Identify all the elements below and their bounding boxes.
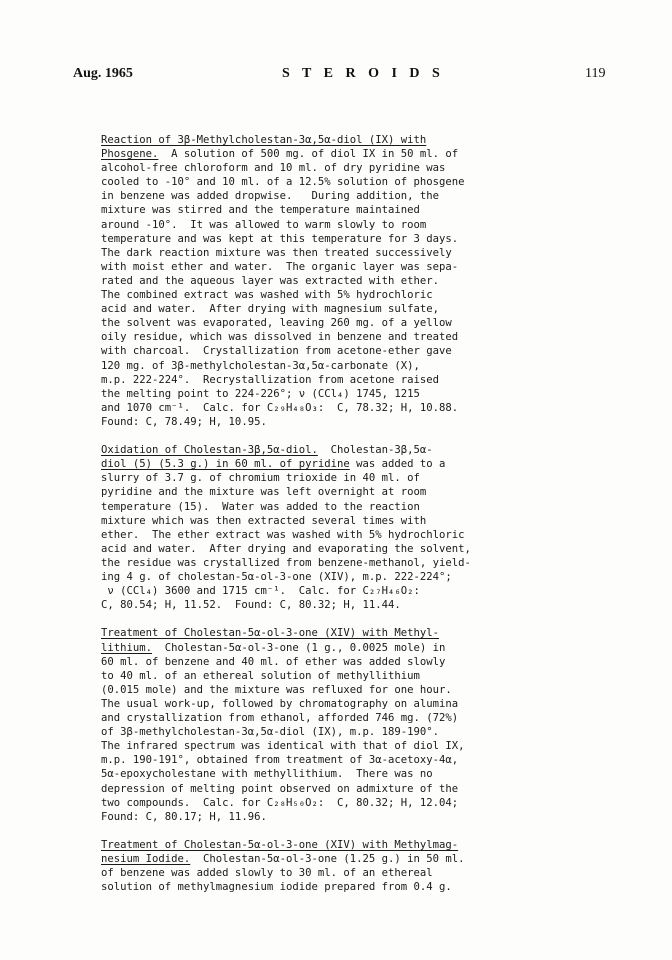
line-text: ν (CCl₄) 3600 and 1715 cm⁻¹. Calc. for C₂₇H₄₆O₂: — [101, 585, 420, 598]
text-line — [101, 288, 601, 302]
line-text: of benzene was added slowly to 30 ml. of an ethereal — [101, 867, 433, 880]
text-line — [101, 641, 601, 655]
line-text: two compounds. Calc. for C₂₈H₅₀O₂: C, 80.32; H, 12.04; — [101, 796, 459, 809]
line-text: A solution of 500 mg. of diol IX in 50 ml. of — [158, 148, 459, 161]
line-text: Cholestan-3β,5α- — [317, 444, 433, 457]
text-line — [101, 147, 601, 161]
text-line — [101, 866, 601, 880]
line-text: and crystallization from ethanol, afforded 746 mg. (72%) — [101, 712, 459, 725]
text-line — [101, 316, 601, 330]
text-line — [101, 626, 601, 640]
line-text: cooled to -10° and 10 ml. of a 12.5% solution of phosgene — [101, 176, 465, 189]
text-line — [101, 246, 601, 260]
line-text: in benzene was added dropwise. During addition, the — [101, 190, 440, 203]
underlined-heading: Reaction of 3β-Methylcholestan-3α,5α-diol (IX) with — [101, 134, 427, 146]
text-line — [101, 133, 601, 147]
line-text: m.p. 190-191°, obtained from treatment of 3α-acetoxy-4α, — [101, 754, 459, 767]
line-text: The dark reaction mixture was then treated successively — [101, 246, 452, 259]
text-line — [101, 598, 601, 612]
underlined-heading: diol (5) (5.3 g.) in 60 ml. of pyridine — [101, 458, 350, 471]
line-text: Found: C, 80.17; H, 11.96. — [101, 810, 267, 823]
line-text: was added to a — [349, 458, 446, 471]
text-line — [101, 767, 601, 781]
text-line — [101, 852, 601, 866]
line-text: the residue was crystallized from benzene-methanol, yield- — [101, 556, 471, 569]
text-line — [101, 443, 601, 457]
line-text: ing 4 g. of cholestan-5α-ol-3-one (XIV), m.p. 222-224°; — [101, 571, 452, 583]
line-text: with moist ether and water. The organic layer was sepa- — [101, 260, 459, 273]
line-text: around -10°. It was allowed to warm slowly to room — [101, 218, 427, 231]
text-line — [101, 189, 601, 203]
text-line — [101, 175, 601, 189]
line-text: depression of melting point observed on admixture of the — [101, 782, 459, 795]
line-text: C, 80.54; H, 11.52. Found: C, 80.32; H, 11.44. — [101, 599, 401, 612]
text-line — [101, 697, 601, 711]
text-line — [101, 796, 601, 810]
text-line — [101, 556, 601, 570]
text-line — [101, 669, 601, 683]
line-text: Cholestan-5α-ol-3-one (1.25 g.) in 50 ml. — [190, 853, 465, 866]
text-line — [101, 570, 601, 584]
line-text: rated and the aqueous layer was extracted with ether. — [101, 274, 440, 287]
line-text: (0.015 mole) and the mixture was refluxed for one hour. — [101, 683, 452, 696]
text-line — [101, 683, 601, 697]
line-text: solution of methylmagnesium iodide prepared from 0.4 g. — [101, 881, 452, 894]
paragraph — [101, 443, 601, 612]
line-text: of 3β-methylcholestan-3α,5α-diol (IX), m.p. 189-190°. — [101, 726, 440, 739]
paragraph — [101, 626, 601, 823]
text-line — [101, 218, 601, 232]
text-line — [101, 725, 601, 739]
text-line — [101, 359, 601, 373]
line-text: m.p. 222-224°. Recrystallization from acetone raised — [101, 373, 440, 386]
text-line — [101, 161, 601, 175]
article-body — [101, 133, 601, 909]
text-line — [101, 232, 601, 246]
line-text: 60 ml. of benzene and 40 ml. of ether was added slowly — [101, 655, 446, 668]
line-text: acid and water. After drying and evaporating the solvent, — [101, 542, 471, 555]
underlined-heading: lithium. — [101, 641, 153, 654]
text-line — [101, 387, 601, 401]
text-line — [101, 838, 601, 852]
line-text: ether. The ether extract was washed with 5% hydrochloric — [101, 528, 465, 541]
text-line — [101, 274, 601, 288]
text-line — [101, 373, 601, 387]
paragraph — [101, 133, 601, 429]
text-line — [101, 782, 601, 796]
line-text: temperature and was kept at this temperature for 3 days. — [101, 232, 459, 245]
line-text: oily residue, which was dissolved in benzene and treated — [101, 331, 459, 344]
text-line — [101, 330, 601, 344]
text-line — [101, 739, 601, 753]
text-line — [101, 655, 601, 669]
text-line — [101, 810, 601, 824]
line-text: temperature (15). Water was added to the reaction — [101, 500, 420, 513]
line-text: Found: C, 78.49; H, 10.95. — [101, 415, 267, 428]
line-text: to 40 ml. of an ethereal solution of methyllithium — [101, 669, 420, 682]
header-journal-title: S T E R O I D S — [282, 66, 445, 81]
line-text: the melting point to 224-226°; ν (CCl₄) 1745, 1215 — [101, 387, 420, 400]
line-text: slurry of 3.7 g. of chromium trioxide in 40 ml. of — [101, 472, 420, 485]
line-text: mixture which was then extracted several times with — [101, 514, 427, 527]
text-line — [101, 471, 601, 485]
line-text: pyridine and the mixture was left overnight at room — [101, 486, 427, 499]
text-line — [101, 485, 601, 499]
line-text: mixture was stirred and the temperature maintained — [101, 204, 420, 217]
text-line — [101, 260, 601, 274]
line-text: The infrared spectrum was identical with that of diol IX, — [101, 740, 465, 753]
text-line — [101, 584, 601, 598]
text-line — [101, 514, 601, 528]
text-line — [101, 302, 601, 316]
text-line — [101, 344, 601, 358]
underlined-heading: Treatment of Cholestan-5α-ol-3-one (XIV) with Methyl- — [101, 627, 440, 640]
line-text: the solvent was evaporated, leaving 260 mg. of a yellow — [101, 317, 452, 330]
text-line — [101, 457, 601, 471]
text-line — [101, 500, 601, 514]
line-text: The combined extract was washed with 5% hydrochloric — [101, 289, 433, 302]
text-line — [101, 203, 601, 217]
underlined-heading: nesium Iodide. — [101, 853, 191, 866]
line-text: The usual work-up, followed by chromatography on alumina — [101, 697, 459, 710]
underlined-heading: Oxidation of Cholestan-3β,5α-diol. — [101, 444, 318, 457]
line-text: with charcoal. Crystallization from acetone-ether gave — [101, 345, 452, 358]
text-line — [101, 880, 601, 894]
line-text: 5α-epoxycholestane with methyllithium. There was no — [101, 768, 433, 781]
header-page-number: 119 — [585, 66, 606, 81]
line-text: 120 mg. of 3β-methylcholestan-3α,5α-carbonate (X), — [101, 359, 420, 372]
line-text: and 1070 cm⁻¹. Calc. for C₂₉H₄₈O₃: C, 78.32; H, 10.88. — [101, 401, 459, 414]
line-text: Cholestan-5α-ol-3-one (1 g., 0.0025 mole) in — [152, 641, 446, 654]
line-text: alcohol-free chloroform and 10 ml. of dry pyridine was — [101, 162, 446, 175]
text-line — [101, 753, 601, 767]
line-text: acid and water. After drying with magnesium sulfate, — [101, 303, 440, 316]
text-line — [101, 542, 601, 556]
underlined-heading: Treatment of Cholestan-5α-ol-3-one (XIV) with Methylmag- — [101, 838, 459, 851]
text-line — [101, 711, 601, 725]
header-date: Aug. 1965 — [73, 66, 133, 81]
text-line — [101, 401, 601, 415]
text-line — [101, 528, 601, 542]
paragraph — [101, 838, 601, 894]
underlined-heading: Phosgene. — [101, 148, 159, 161]
text-line — [101, 415, 601, 429]
